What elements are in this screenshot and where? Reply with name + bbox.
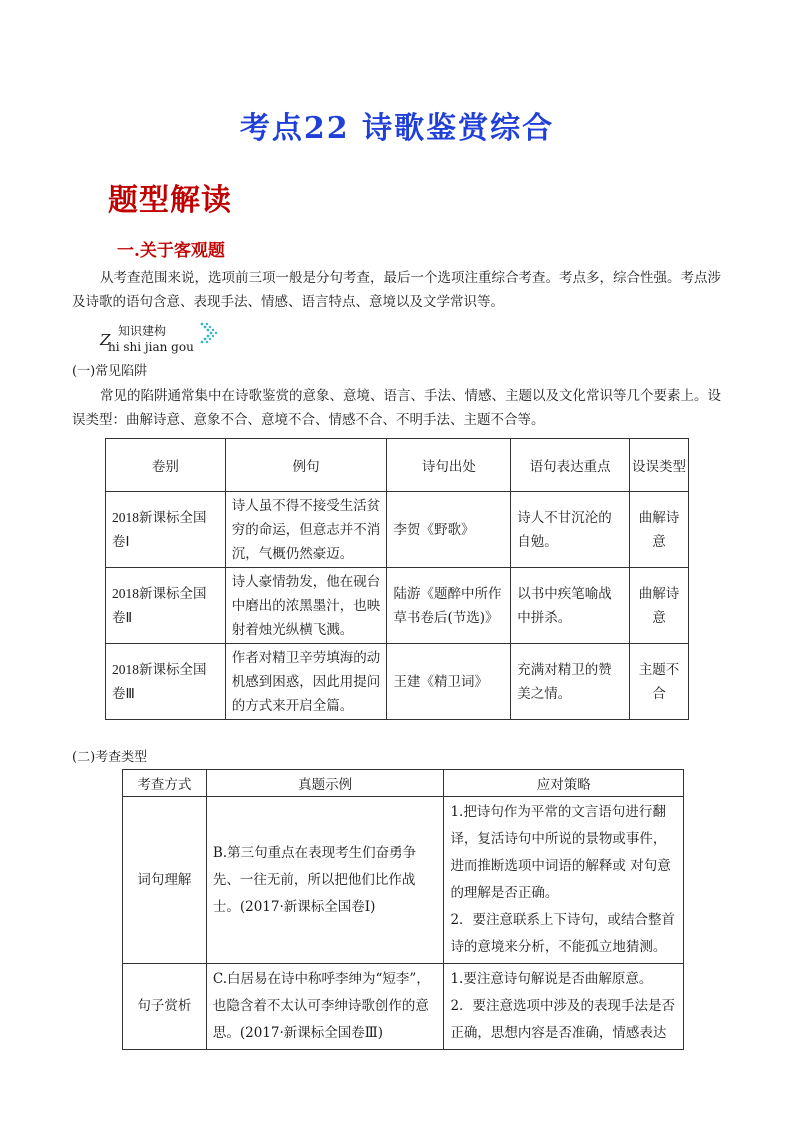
strategy-cell (444, 964, 684, 1050)
subsection-title: 一.关于客观题 (117, 241, 225, 261)
source-cell: 王建《精卫词》 (387, 644, 511, 720)
exam-types-table (122, 769, 684, 1050)
knowledge-initial: Z (100, 331, 111, 349)
intro-paragraph: 从考查范围来说，选项前三项一般是分句考查，最后一个选项注重综合考查。考点多，综合性强。考点涉及诗歌的语句含意、表现手法、情感、语言特点、意境以及文学常识等。 (72, 270, 721, 310)
focus-cell: 以书中疾笔喻战中拼杀。 (511, 568, 630, 644)
source-cell: 陆游《题醉中所作草书卷后(节选)》 (387, 568, 511, 644)
error-type-cell: 主题不合 (630, 644, 689, 720)
source-cell: 李贺《野歌》 (387, 492, 511, 568)
header-cell: 考查方式 (123, 770, 207, 797)
error-type-cell: 曲解诗意 (630, 568, 689, 644)
part1-description: 常见的陷阱通常集中在诗歌鉴赏的意象、意境、语言、手法、情感、主题以及文化常识等几个要素上。设误类型：曲解诗意、意象不合、意境不合、情感不合、不明手法、主题不合等。 (72, 388, 721, 428)
knowledge-heading (100, 322, 230, 356)
table-row (106, 568, 689, 644)
focus-cell: 诗人不甘沉沦的自勉。 (511, 492, 630, 568)
header-cell: 应对策略 (444, 770, 684, 797)
header-cell: 真题示例 (206, 770, 444, 797)
header-cell: 卷别 (106, 439, 226, 492)
method-cell: 句子赏析 (123, 964, 207, 1050)
section-title: 题型解读 (108, 183, 232, 218)
example-cell: 诗人虽不得不接受生活贫穷的命运，但意志并不消沉，气概仍然豪迈。 (225, 492, 387, 568)
strategy-item: 1.把诗句作为平常的文言语句进行翻译，复活诗句中所说的景物或事件，进而推断选项中词语的解释或 对句意的理解是否正确。 (450, 804, 671, 901)
header-cell: 诗句出处 (387, 439, 511, 492)
header-cell: 设误类型 (630, 439, 689, 492)
paper-cell: 2018新课标全国卷Ⅲ (106, 644, 226, 720)
method-cell: 词句理解 (123, 797, 207, 964)
table-header-row (123, 770, 684, 797)
strategy-item: 2．要注意联系上下诗句，或结合整首诗的意境来分析，不能孤立地猜测。 (450, 912, 676, 955)
part1-label: (一)常见陷阱 (72, 364, 148, 379)
part2-label: (二)考查类型 (72, 750, 148, 765)
paper-cell: 2018新课标全国卷Ⅱ (106, 568, 226, 644)
header-cell: 语句表达重点 (511, 439, 630, 492)
double-chevron-icon (200, 322, 218, 346)
knowledge-pinyin: hi shi jian gou (108, 340, 194, 354)
table-row (106, 644, 689, 720)
strategy-item: 1.要注意诗句解说是否曲解原意。 (450, 971, 653, 987)
example-cell: 作者对精卫辛劳填海的动机感到困惑，因此用提问的方式来开启全篇。 (225, 644, 387, 720)
paper-cell: 2018新课标全国卷Ⅰ (106, 492, 226, 568)
strategy-cell (444, 797, 684, 964)
focus-cell: 充满对精卫的赞美之情。 (511, 644, 630, 720)
traps-table (105, 438, 689, 720)
table-row (123, 797, 684, 964)
table-header-row (106, 439, 689, 492)
table-row (123, 964, 684, 1050)
example-cell: B.第三句重点在表现考生们奋勇争先、一往无前，所以把他们比作战士。(2017·新课标全国卷Ⅰ) (206, 797, 444, 964)
knowledge-label: 知识建构 (118, 324, 167, 338)
example-cell: C.白居易在诗中称呼李绅为“短李”，也隐含着不太认可李绅诗歌创作的意思。(2017·新课标全国卷Ⅲ) (206, 964, 444, 1050)
error-type-cell: 曲解诗意 (630, 492, 689, 568)
table-row (106, 492, 689, 568)
strategy-item: 2．要注意选项中涉及的表现手法是否正确，思想内容是否准确，情感表达 (450, 998, 676, 1041)
header-cell: 例句 (225, 439, 387, 492)
example-cell: 诗人豪情勃发，他在砚台中磨出的浓黑墨汁，也映射着烛光纵横飞溅。 (225, 568, 387, 644)
page-title: 考点22 诗歌鉴赏综合 (239, 111, 555, 146)
